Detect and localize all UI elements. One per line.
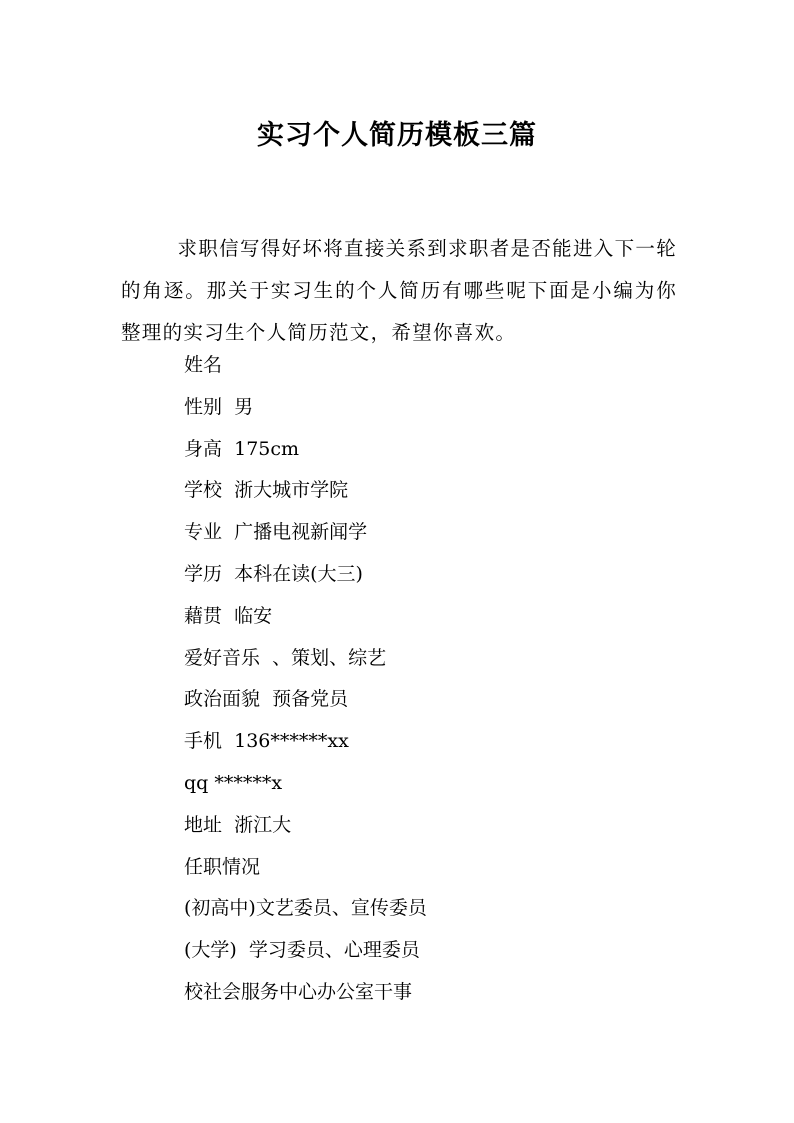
field-value: 本科在读(大三) [234, 562, 363, 585]
field-value: 、策划、综艺 [272, 646, 387, 669]
field-label: 地址 [184, 813, 223, 836]
field-value: 136******xx [234, 730, 349, 753]
field-political-status [184, 679, 427, 721]
field-value: 浙江大 [234, 813, 292, 836]
field-value: ******x [214, 771, 283, 794]
field-value: 预备党员 [272, 688, 349, 711]
field-label: qq [184, 771, 209, 794]
field-label: 学校 [184, 479, 223, 502]
field-value: 学习委员、心理委员 [248, 939, 420, 962]
field-label: 姓名 [184, 354, 223, 376]
resume-field-list [184, 345, 427, 1014]
field-label: 专业 [184, 521, 223, 544]
field-label: (初高中)文艺委员、宣传委员 [184, 897, 427, 920]
field-education [184, 554, 427, 596]
field-value: 175cm [234, 437, 300, 460]
document-title: 实习个人简历模板三篇 [257, 120, 537, 152]
field-value: 临安 [234, 604, 273, 627]
field-label: 手机 [184, 730, 223, 753]
field-positions-service-center [184, 972, 427, 1014]
field-height [184, 429, 427, 471]
field-label: 身高 [184, 437, 223, 460]
field-label: 爱好音乐 [184, 646, 261, 669]
field-label: 学历 [184, 562, 223, 585]
field-label: 校社会服务中心办公室干事 [184, 980, 413, 1003]
field-hobbies [184, 638, 427, 680]
field-label: 政治面貌 [184, 688, 261, 711]
field-phone [184, 721, 427, 763]
field-label: (大学) [184, 939, 237, 962]
field-positions-university [184, 930, 427, 972]
field-school [184, 470, 427, 512]
field-positions-highschool [184, 888, 427, 930]
field-name [184, 345, 427, 387]
field-value: 广播电视新闻学 [234, 521, 368, 544]
field-qq [184, 763, 427, 805]
field-positions-heading [184, 847, 427, 889]
field-hometown [184, 596, 427, 638]
field-value: 男 [234, 395, 254, 418]
field-label: 藉贯 [184, 604, 223, 627]
field-major [184, 512, 427, 554]
field-address [184, 805, 427, 847]
field-gender [184, 387, 427, 429]
field-value: 浙大城市学院 [234, 479, 349, 502]
intro-paragraph: 求职信写得好坏将直接关系到求职者是否能进入下一轮的角逐。那关于实习生的个人简历有哪些呢下面是小编为你整理的实习生个人简历范文，希望你喜欢。 [121, 237, 677, 344]
field-label: 性别 [184, 395, 223, 418]
field-label: 任职情况 [184, 855, 261, 878]
